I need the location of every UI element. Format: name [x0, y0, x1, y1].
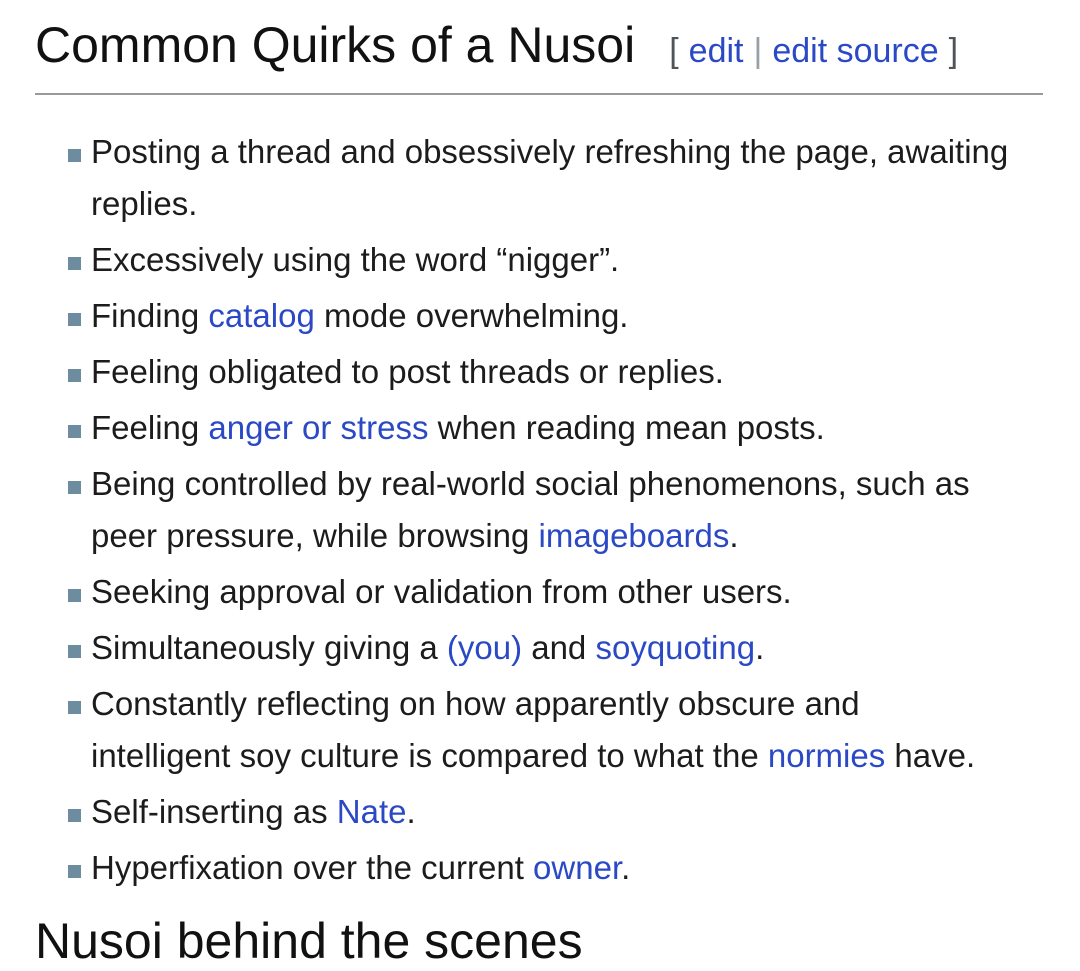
- link-soyquoting[interactable]: soyquoting: [595, 629, 756, 666]
- list-item-line: [91, 458, 1043, 510]
- wiki-page: [0, 15, 1080, 969]
- list-item-line: [91, 126, 1043, 178]
- link-nate[interactable]: Nate: [336, 793, 407, 830]
- list-item-line: [91, 234, 1043, 286]
- list-item: [68, 678, 1043, 782]
- section-title: Common Quirks of a Nusoi: [35, 17, 636, 73]
- list-item: [68, 126, 1043, 230]
- list-item-line: [91, 346, 1043, 398]
- link-catalog[interactable]: catalog: [208, 297, 315, 334]
- edit-link[interactable]: edit: [688, 32, 744, 70]
- text-segment: Excessively using the word “nigger”.: [91, 241, 620, 278]
- text-segment: Feeling: [91, 409, 209, 446]
- text-segment: intelligent soy culture is compared to what the: [91, 737, 768, 774]
- list-item: [68, 290, 1043, 342]
- text-segment: Posting a thread and obsessively refreshing the page, awaiting: [91, 133, 1009, 170]
- list-item-line: [91, 786, 1043, 838]
- text-segment: Feeling obligated to post threads or replies.: [91, 353, 724, 390]
- list-item-line: [91, 678, 1043, 730]
- text-segment: peer pressure, while browsing: [91, 517, 539, 554]
- quirks-list: [68, 126, 1043, 894]
- list-item-line: [91, 402, 1043, 454]
- text-segment: .: [755, 629, 765, 666]
- list-item-line: [91, 510, 1043, 562]
- list-item: [68, 622, 1043, 674]
- text-segment: replies.: [91, 185, 198, 222]
- text-segment: when reading mean posts.: [428, 409, 825, 446]
- list-item: [68, 786, 1043, 838]
- text-segment: Simultaneously giving a: [91, 629, 447, 666]
- list-item: [68, 458, 1043, 562]
- text-segment: have.: [885, 737, 976, 774]
- list-item: [68, 842, 1043, 894]
- edit-section: [669, 32, 958, 70]
- list-item-line: [91, 178, 1043, 230]
- link-normies[interactable]: normies: [767, 737, 886, 774]
- text-segment: Seeking approval or validation from other users.: [91, 573, 792, 610]
- list-item-line: [91, 842, 1043, 894]
- text-segment: Self-inserting as: [91, 793, 337, 830]
- list-item: [68, 402, 1043, 454]
- text-segment: .: [729, 517, 739, 554]
- link-owner[interactable]: owner: [533, 849, 622, 886]
- list-item: [68, 234, 1043, 286]
- text-segment: Constantly reflecting on how apparently obscure and: [91, 685, 860, 722]
- text-segment: and: [522, 629, 596, 666]
- wiki-content: [35, 15, 1043, 971]
- link-imageboards[interactable]: imageboards: [538, 517, 730, 554]
- link-anger-or-stress[interactable]: anger or stress: [208, 409, 429, 446]
- list-item: [68, 346, 1043, 398]
- list-item-line: [91, 622, 1043, 674]
- section-header: [35, 15, 1043, 95]
- list-item-line: [91, 290, 1043, 342]
- edit-bracket-open: [: [669, 32, 679, 70]
- edit-separator: |: [753, 32, 763, 70]
- text-segment: Hyperfixation over the current: [91, 849, 534, 886]
- section-heading-partial: Nusoi behind the scenes: [35, 913, 583, 969]
- edit-bracket-close: ]: [948, 32, 959, 70]
- list-item: [68, 566, 1043, 618]
- text-segment: .: [621, 849, 631, 886]
- text-segment: Being controlled by real-world social phenomenons, such as: [91, 465, 970, 502]
- text-segment: Finding: [91, 297, 209, 334]
- edit-source-link[interactable]: edit source: [772, 32, 939, 70]
- text-segment: mode overwhelming.: [314, 297, 629, 334]
- link-you[interactable]: (you): [446, 629, 523, 666]
- list-item-line: [91, 566, 1043, 618]
- text-segment: .: [406, 793, 416, 830]
- list-item-line: [91, 730, 1043, 782]
